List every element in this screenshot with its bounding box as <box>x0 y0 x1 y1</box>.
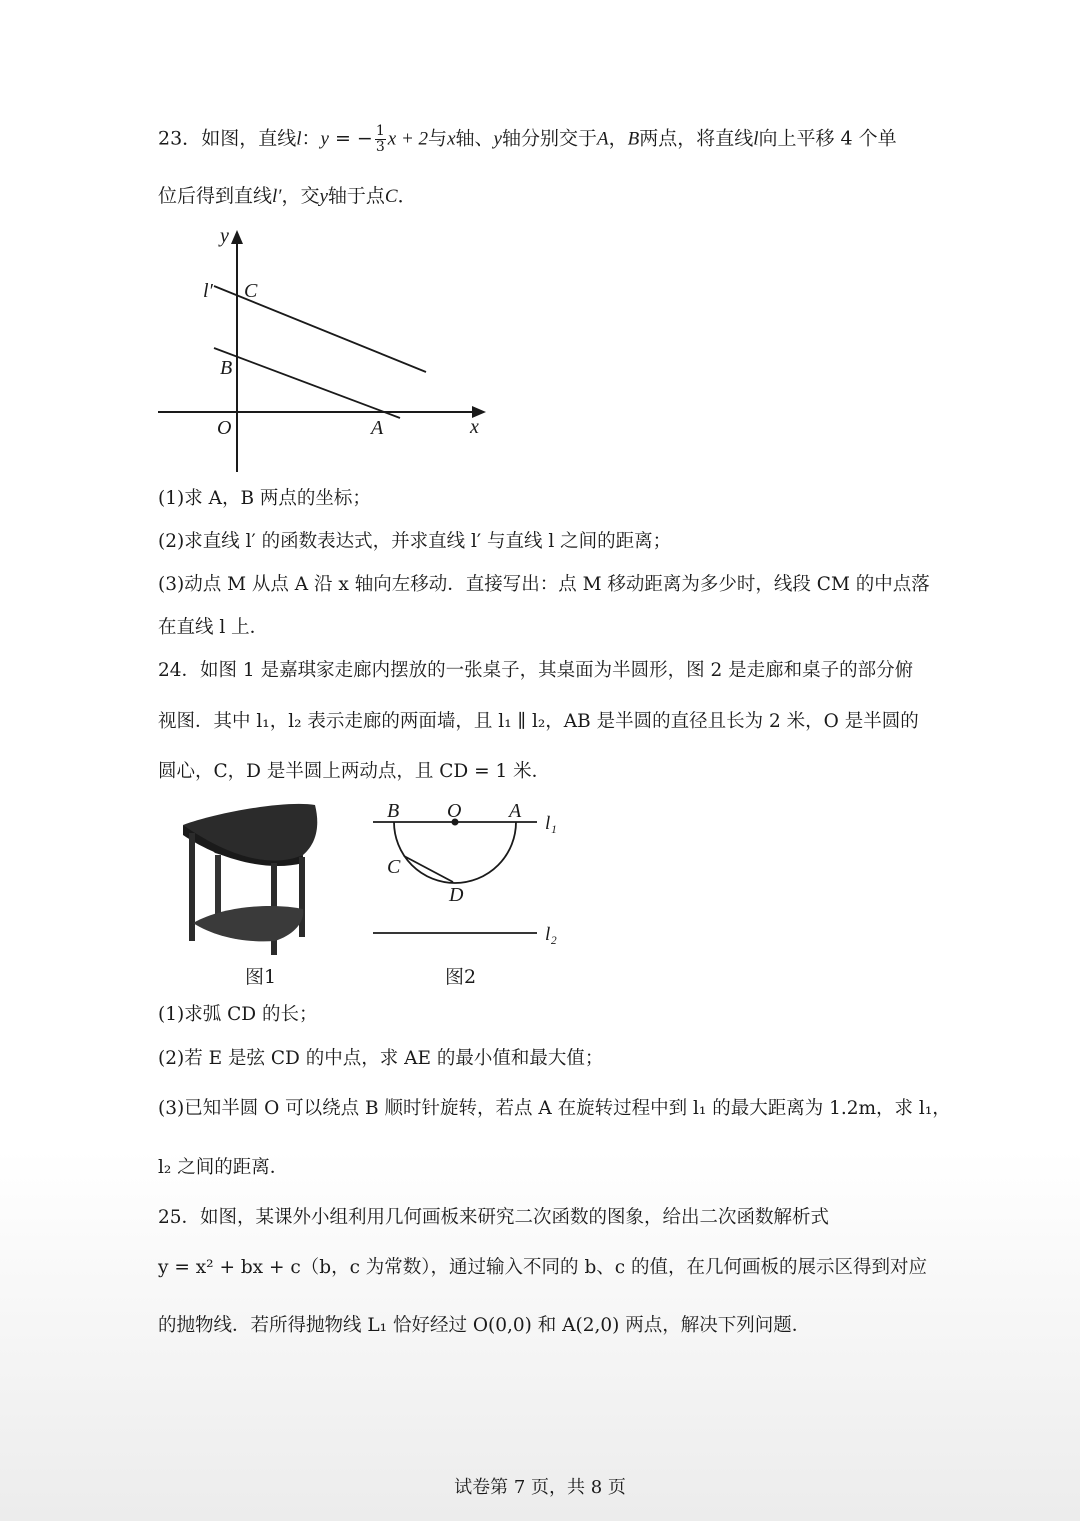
q24-part-1: (1)求弧 CD 的长； <box>158 1004 318 1025</box>
point-b-label: B <box>220 357 233 379</box>
q25-number: 25． <box>158 1207 201 1228</box>
q24-part-3-cont: l₂ 之间的距离． <box>158 1157 289 1178</box>
figure-2-caption: 图2 <box>445 966 477 988</box>
line-l-prime-label: l′ <box>203 280 213 302</box>
table-leg <box>299 857 305 937</box>
q25-line-3: 的抛物线．若所得抛物线 L₁ 恰好经过 O(0,0) 和 A(2,0) 两点，解决下列问题． <box>158 1315 811 1336</box>
q24-line-3: 圆心，C，D 是半圆上两动点，且 CD = 1 米． <box>158 761 551 782</box>
q23-line-1: 23．如图，直线l：y = − $\frac{1}{3}$ x + 2与x轴、y轴分别交于A，B两点，将直线l向上平移 4 个单 <box>158 123 897 155</box>
q25-line-1: 25．如图，某课外小组利用几何画板来研究二次函数的图象，给出二次函数解析式 <box>158 1207 830 1228</box>
q24-part-3: (3)已知半圆 O 可以绕点 B 顺时针旋转，若点 A 在旋转过程中到 l₁ 的最大距离为 1.2m，求 l₁， <box>158 1098 951 1119</box>
q23-number: 23． <box>158 127 202 150</box>
q23-part-2: (2)求直线 l′ 的函数表达式，并求直线 l′ 与直线 l 之间的距离； <box>158 531 672 552</box>
table-leg <box>189 833 195 941</box>
line-l <box>214 348 400 418</box>
x-axis-label: x <box>470 416 479 438</box>
point-a-label: A <box>509 800 522 822</box>
q23-coordinate-figure <box>150 220 500 480</box>
semicircle <box>394 822 516 883</box>
q24-figure-2 <box>365 795 565 955</box>
q24-part-2: (2)若 E 是弦 CD 的中点，求 AE 的最小值和最大值； <box>158 1048 604 1069</box>
q25-line-2: y = x² + bx + c（b，c 为常数），通过输入不同的 b、c 的值，在几何画板的展示区得到对应 <box>158 1257 928 1278</box>
fraction-one-third: $\frac{1}{3}$ <box>375 123 385 155</box>
q23-line-2: 位后得到直线l′，交y轴于点C． <box>158 185 417 207</box>
y-axis-label: y <box>220 225 229 247</box>
table-image <box>175 795 325 955</box>
point-d-label: D <box>449 884 464 906</box>
q24-line-2: 视图．其中 l₁，l₂ 表示走廊的两面墙，且 l₁ ∥ l₂，AB 是半圆的直径且长为 2 米，O 是半圆的 <box>158 711 919 732</box>
page-footer: 试卷第 7 页，共 8 页 <box>454 1477 626 1498</box>
table-shelf <box>193 906 303 941</box>
q24-number: 24． <box>158 660 201 681</box>
l1-label: l₁ <box>545 813 557 834</box>
table-top <box>183 804 317 862</box>
q23-part-3: (3)动点 M 从点 A 沿 x 轴向左移动．直接写出：点 M 移动距离为多少时，线段 CM 的中点落 <box>158 574 930 595</box>
q23-part-1: (1)求 A，B 两点的坐标； <box>158 488 371 509</box>
point-c-label: C <box>244 280 258 302</box>
point-a-label: A <box>371 417 384 439</box>
q24-line-1: 24．如图 1 是嘉琪家走廊内摆放的一张桌子，其桌面为半圆形，图 2 是走廊和桌子的部分俯 <box>158 660 914 681</box>
origin-label: O <box>217 417 232 439</box>
y-axis-arrow <box>231 230 243 244</box>
point-o-label: O <box>447 800 462 822</box>
figure-1-caption: 图1 <box>245 966 277 988</box>
point-c-label: C <box>387 856 401 878</box>
l2-label: l₂ <box>545 924 557 945</box>
q23-part-3-cont: 在直线 l 上． <box>158 617 269 638</box>
point-b-label: B <box>387 800 400 822</box>
